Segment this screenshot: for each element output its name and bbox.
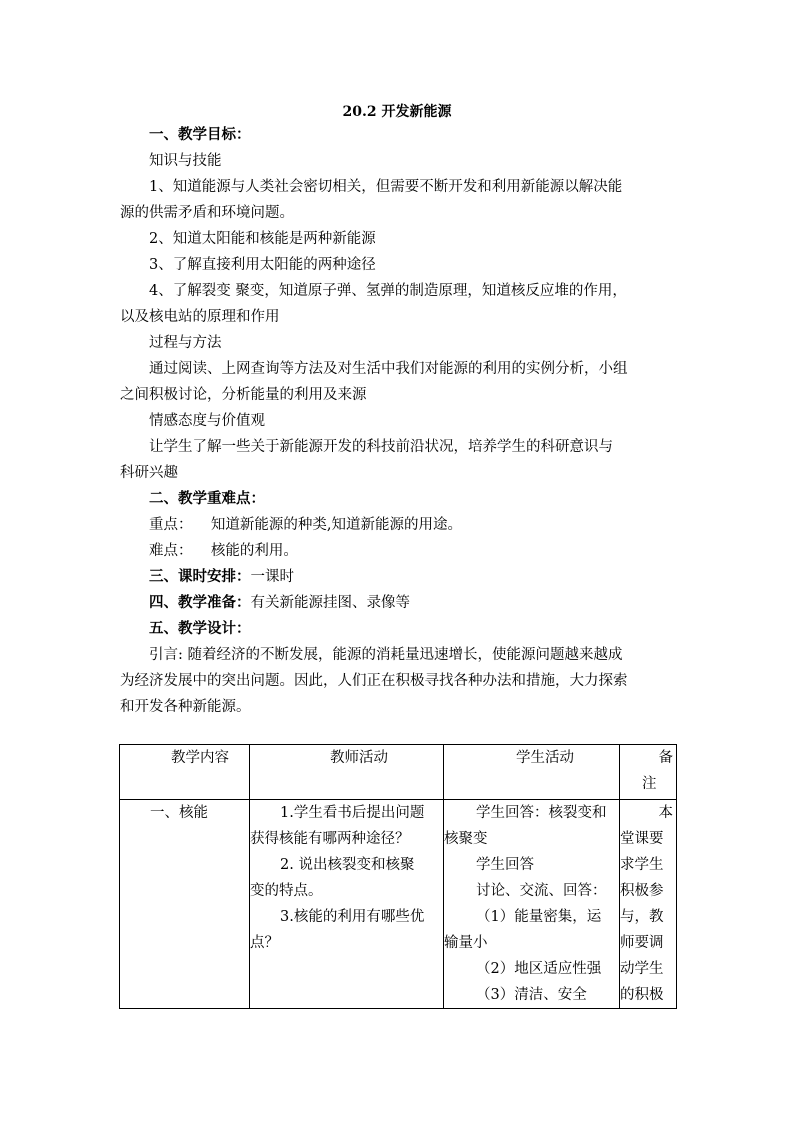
header-student: 学生活动 <box>516 750 574 766</box>
note-line: 求学生 <box>620 857 664 873</box>
header-note-b: 注 <box>642 776 657 792</box>
process-text-cont: 之间积极讨论，分析能量的利用及来源 <box>120 387 367 403</box>
intro-text-cont-1: 为经济发展中的突出问题。因此，人们正在积极寻找各种办法和措施，大力探索 <box>120 673 628 689</box>
note-line: 积极参 <box>620 883 664 899</box>
knowledge-heading: 知识与技能 <box>149 153 222 169</box>
teacher-line: 2. 说出核裂变和核聚 <box>280 857 415 873</box>
goals-heading: 一、教学目标： <box>149 126 251 143</box>
note-line: 动学生 <box>620 961 664 977</box>
header-note-cell <box>620 745 677 800</box>
student-line: （2）地区适应性强 <box>476 961 602 977</box>
note-line: 与，教 <box>620 909 664 925</box>
teacher-line: 3.核能的利用有哪些优 <box>280 909 425 925</box>
document-title: 20.2 开发新能源 <box>342 104 452 120</box>
row-content-cell <box>120 800 250 1009</box>
header-content: 教学内容 <box>171 750 229 766</box>
student-line: 学生回答 <box>476 857 534 873</box>
student-line: （3）清洁、安全 <box>476 987 587 1003</box>
row-content: 一、核能 <box>150 805 208 821</box>
header-note-a: 备 <box>658 750 673 766</box>
note-line: 的积极 <box>620 987 664 1003</box>
process-heading: 过程与方法 <box>149 335 222 351</box>
emotion-text-cont: 科研兴趣 <box>120 465 178 481</box>
row-teacher-cell <box>250 800 444 1009</box>
lesson-table <box>119 744 677 1009</box>
teacher-line: 变的特点。 <box>250 883 323 899</box>
key-point: 重点： 知道新能源的种类,知道新能源的用途。 <box>149 517 463 533</box>
header-teacher-cell <box>250 745 444 800</box>
table-row <box>120 800 677 1009</box>
teacher-line: 点？ <box>250 935 279 951</box>
intro-text-cont-2: 和开发各种新能源。 <box>120 699 251 715</box>
key-points-heading: 二、教学重难点： <box>149 490 265 507</box>
header-teacher: 教师活动 <box>330 750 388 766</box>
teacher-line: 获得核能有哪两种途径？ <box>250 831 410 847</box>
schedule-label: 三、课时安排： <box>149 568 251 585</box>
emotion-heading: 情感态度与价值观 <box>149 413 265 429</box>
student-line: （1）能量密集，运 <box>476 909 602 925</box>
student-line: 讨论、交流、回答： <box>476 883 607 899</box>
table-header-row <box>120 745 677 800</box>
prep-label: 四、教学准备： <box>149 594 251 611</box>
note-line: 堂课要 <box>620 831 664 847</box>
schedule-value: 一课时 <box>250 569 294 585</box>
header-content-cell <box>120 745 250 800</box>
header-student-cell <box>444 745 620 800</box>
teacher-line: 1.学生看书后提出问题 <box>280 805 425 821</box>
prep-value: 有关新能源挂图、录像等 <box>250 595 410 611</box>
knowledge-item-4: 4、了解裂变 聚变，知道原子弹、氢弹的制造原理，知道核反应堆的作用， <box>149 283 627 299</box>
knowledge-item-2: 2、知道太阳能和核能是两种新能源 <box>149 231 376 247</box>
prep-line <box>120 590 680 616</box>
emotion-text: 让学生了解一些关于新能源开发的科技前沿状况，培养学生的科研意识与 <box>149 439 613 455</box>
student-line: 输量小 <box>444 935 488 951</box>
row-note-cell <box>620 800 677 1009</box>
knowledge-item-1: 1、知道能源与人类社会密切相关，但需要不断开发和利用新能源以解决能 <box>149 179 623 195</box>
design-heading: 五、教学设计： <box>149 620 251 637</box>
process-text: 通过阅读、上网查询等方法及对生活中我们对能源的利用的实例分析，小组 <box>149 361 628 377</box>
student-line: 核聚变 <box>444 831 488 847</box>
intro-text: 引言: 随着经济的不断发展，能源的消耗量迅速增长，使能源问题越来越成 <box>149 647 623 663</box>
row-student-cell <box>444 800 620 1009</box>
schedule-line <box>120 564 680 590</box>
knowledge-item-4-cont: 以及核电站的原理和作用 <box>120 309 280 325</box>
knowledge-item-3: 3、了解直接利用太阳能的两种途径 <box>149 257 376 273</box>
note-line: 本 <box>658 805 673 821</box>
knowledge-item-1-cont: 源的供需矛盾和环境问题。 <box>120 205 294 221</box>
student-line: 学生回答：核裂变和 <box>476 805 607 821</box>
note-line: 师要调 <box>620 935 664 951</box>
difficult-point: 难点： 核能的利用。 <box>149 543 298 559</box>
